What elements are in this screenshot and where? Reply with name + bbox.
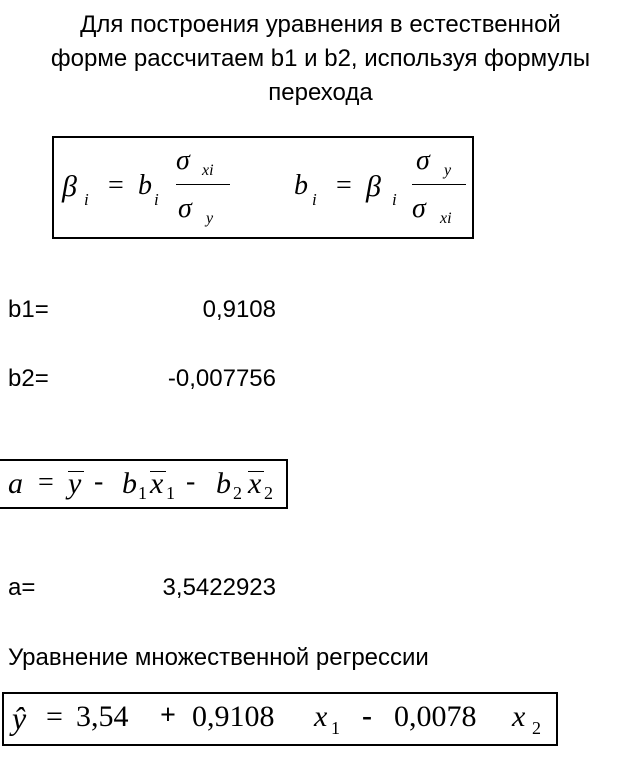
regression-formula-box bbox=[2, 692, 558, 746]
equals-sign: = bbox=[108, 170, 124, 201]
b1-subscript: 1 bbox=[138, 483, 147, 503]
beta-subscript: i bbox=[84, 190, 89, 209]
b2-subscript: 2 bbox=[233, 483, 242, 503]
a-symbol: a bbox=[8, 467, 23, 500]
minus-sign-3: - bbox=[362, 699, 372, 732]
x2-symbol: x bbox=[512, 700, 526, 733]
minus-sign-1: - bbox=[94, 466, 104, 497]
b1-label: b1= bbox=[8, 296, 49, 323]
transition-formula-box bbox=[52, 136, 474, 239]
y-mean-symbol: y bbox=[68, 467, 82, 500]
x1-mean-symbol: x bbox=[150, 467, 164, 500]
x2-mean-symbol: x bbox=[248, 467, 262, 500]
coef2-value: 0,0078 bbox=[394, 700, 477, 733]
beta-symbol: β bbox=[62, 170, 77, 203]
x2-reg-subscript: 2 bbox=[532, 718, 541, 738]
sigma-denominator-2: σ bbox=[412, 193, 426, 224]
heading-line-3: перехода bbox=[268, 79, 373, 106]
constant-value: 3,54 bbox=[76, 700, 129, 733]
fraction-bar bbox=[176, 184, 230, 185]
sigma-denominator-subscript: y bbox=[206, 210, 214, 227]
coef1-value: 0,9108 bbox=[192, 700, 275, 733]
sigma-denominator-2-subscript: xi bbox=[440, 210, 452, 227]
x2-subscript: 2 bbox=[264, 483, 273, 503]
beta-subscript-2: i bbox=[392, 190, 397, 209]
x1-symbol: x bbox=[314, 700, 328, 733]
b1-value: 0,9108 bbox=[202, 296, 276, 323]
a-label: a= bbox=[8, 574, 36, 601]
sigma-denominator: σ bbox=[178, 193, 192, 224]
b-symbol-2: b bbox=[294, 170, 308, 201]
heading bbox=[0, 8, 641, 110]
regression-title: Уравнение множественной регрессии bbox=[8, 644, 429, 671]
x1-reg-subscript: 1 bbox=[331, 718, 340, 738]
heading-line-1: Для построения уравнения в естественной bbox=[80, 11, 561, 38]
equals-sign-3: = bbox=[38, 467, 54, 498]
b1-symbol: b bbox=[122, 467, 137, 500]
b2-label: b2= bbox=[8, 365, 49, 392]
sigma-numerator-subscript: xi bbox=[202, 162, 214, 179]
sigma-numerator-2: σ bbox=[416, 145, 430, 176]
b-symbol: b bbox=[138, 170, 152, 201]
b2-value: -0,007756 bbox=[167, 365, 276, 392]
y-hat-symbol: ŷ bbox=[12, 700, 27, 736]
sigma-numerator: σ bbox=[176, 145, 190, 176]
plus-sign: + bbox=[160, 700, 176, 731]
minus-sign-2: - bbox=[186, 466, 196, 497]
sigma-numerator-2-subscript: y bbox=[444, 162, 452, 179]
heading-line-2: форме рассчитаем b1 и b2, используя формулы bbox=[50, 45, 591, 72]
b-subscript-2: i bbox=[312, 190, 317, 209]
fraction-bar-2 bbox=[412, 184, 466, 185]
b-subscript: i bbox=[154, 190, 159, 209]
a-value: 3,5422923 bbox=[162, 574, 276, 601]
b2-symbol: b bbox=[216, 467, 231, 500]
intercept-formula-box bbox=[0, 459, 288, 509]
equals-sign-4: = bbox=[46, 700, 63, 733]
x1-subscript: 1 bbox=[166, 483, 175, 503]
equals-sign-2: = bbox=[336, 170, 352, 201]
beta-symbol-2: β bbox=[366, 170, 381, 203]
